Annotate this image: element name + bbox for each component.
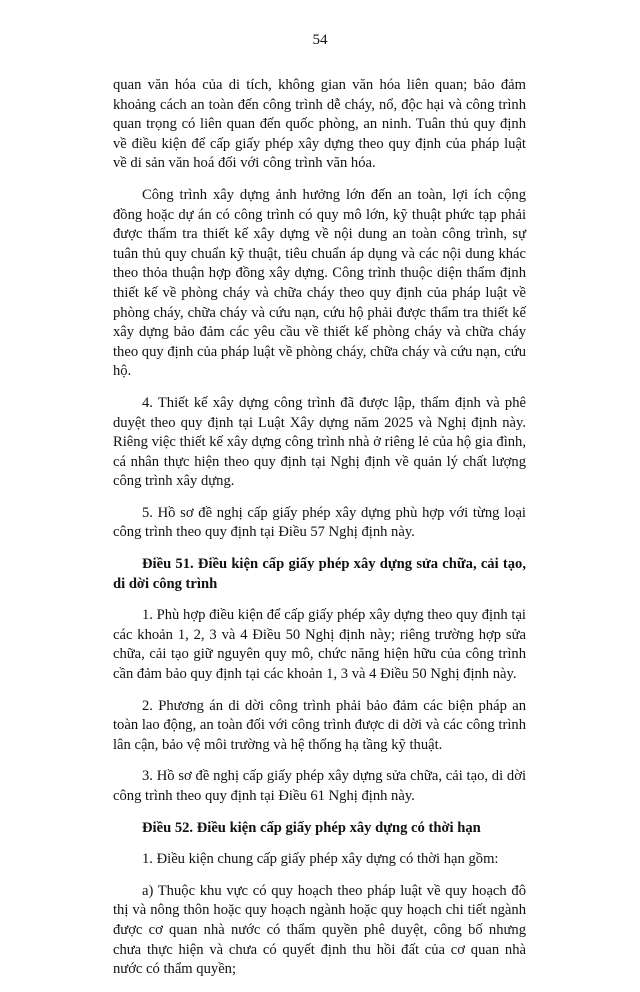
article-52-heading: Điều 52. Điều kiện cấp giấy phép xây dựng có thời hạn bbox=[142, 819, 481, 836]
article-52-clause-1: 1. Điều kiện chung cấp giấy phép xây dựng có thời hạn gồm: bbox=[142, 851, 499, 868]
paragraph-clause-5: 5. Hồ sơ đề nghị cấp giấy phép xây dựng phù hợp với từng loại công trình theo quy định tại Điều 57 Nghị định này. bbox=[113, 504, 526, 541]
article-52-point-a: a) Thuộc khu vực có quy hoạch theo pháp luật về quy hoạch đô thị và nông thôn hoặc quy hoạch ngành hoặc quy hoạch chi tiết ngành được cơ quan nhà nước có thẩm quyền phê duyệt, công bố nhưng chưa thực hiện và chưa có quyết định thu hồi đất của cơ quan nhà nước có thẩm quyền; bbox=[113, 882, 526, 978]
page-number: 54 bbox=[312, 32, 328, 48]
article-51-clause-1: 1. Phù hợp điều kiện để cấp giấy phép xây dựng theo quy định tại các khoản 1, 2, 3 và 4 Điều 50 Nghị định này; riêng trường hợp sửa chữa, cải tạo giữ nguyên quy mô, chức năng hiện hữu của công trình cần đảm bảo quy định tại các khoản 1, 3 và 4 Điều 50 Nghị định này. bbox=[113, 607, 526, 683]
document-body bbox=[113, 76, 526, 992]
article-51-clause-2: 2. Phương án di dời công trình phải bảo đảm các biện pháp an toàn lao động, an toàn đối với công trình được di dời và các công trình lân cận, bảo vệ môi trường và hệ thống hạ tầng kỹ thuật. bbox=[113, 697, 526, 753]
paragraph-heritage-continuation: quan văn hóa của di tích, không gian văn hóa liên quan; bảo đảm khoảng cách an toàn đến công trình dễ cháy, nổ, độc hại và công trình quan trọng có liên quan đến quốc phòng, an ninh. Tuân thủ quy định về điều kiện để cấp giấy phép xây dựng theo quy định của pháp luật về di sản văn hoá đối với công trình văn hóa. bbox=[113, 77, 526, 172]
article-51-heading: Điều 51. Điều kiện cấp giấy phép xây dựng sửa chữa, cải tạo, di dời công trình bbox=[113, 556, 526, 592]
article-51-clause-3: 3. Hồ sơ đề nghị cấp giấy phép xây dựng sửa chữa, cải tạo, di dời công trình theo quy định tại Điều 61 Nghị định này. bbox=[113, 768, 526, 804]
paragraph-clause-4: 4. Thiết kế xây dựng công trình đã được lập, thẩm định và phê duyệt theo quy định tại Luật Xây dựng năm 2025 và Nghị định này. Riêng việc thiết kế xây dựng công trình nhà ở riêng lẻ của hộ gia đình, cá nhân thực hiện theo quy định tại Nghị định về quản lý chất lượng công trình xây dựng. bbox=[113, 394, 526, 490]
paragraph-design-verification: Công trình xây dựng ảnh hưởng lớn đến an toàn, lợi ích cộng đồng hoặc dự án có công trình có quy mô lớn, kỹ thuật phức tạp phải được thẩm tra thiết kế xây dựng về nội dung an toàn công trình, sự tuân thủ quy chuẩn kỹ thuật, tiêu chuẩn áp dụng và các nội dung khác theo thỏa thuận hợp đồng xây dựng. Công trình thuộc diện thẩm định thiết kế về phòng cháy và chữa cháy theo quy định của pháp luật về phòng cháy, chữa cháy và cứu nạn, cứu hộ phải được thẩm tra thiết kế xây dựng bảo đảm các yêu cầu về thiết kế phòng cháy và chữa cháy theo quy định của pháp luật về phòng cháy, chữa cháy và cứu nạn, cứu hộ. bbox=[113, 186, 526, 380]
